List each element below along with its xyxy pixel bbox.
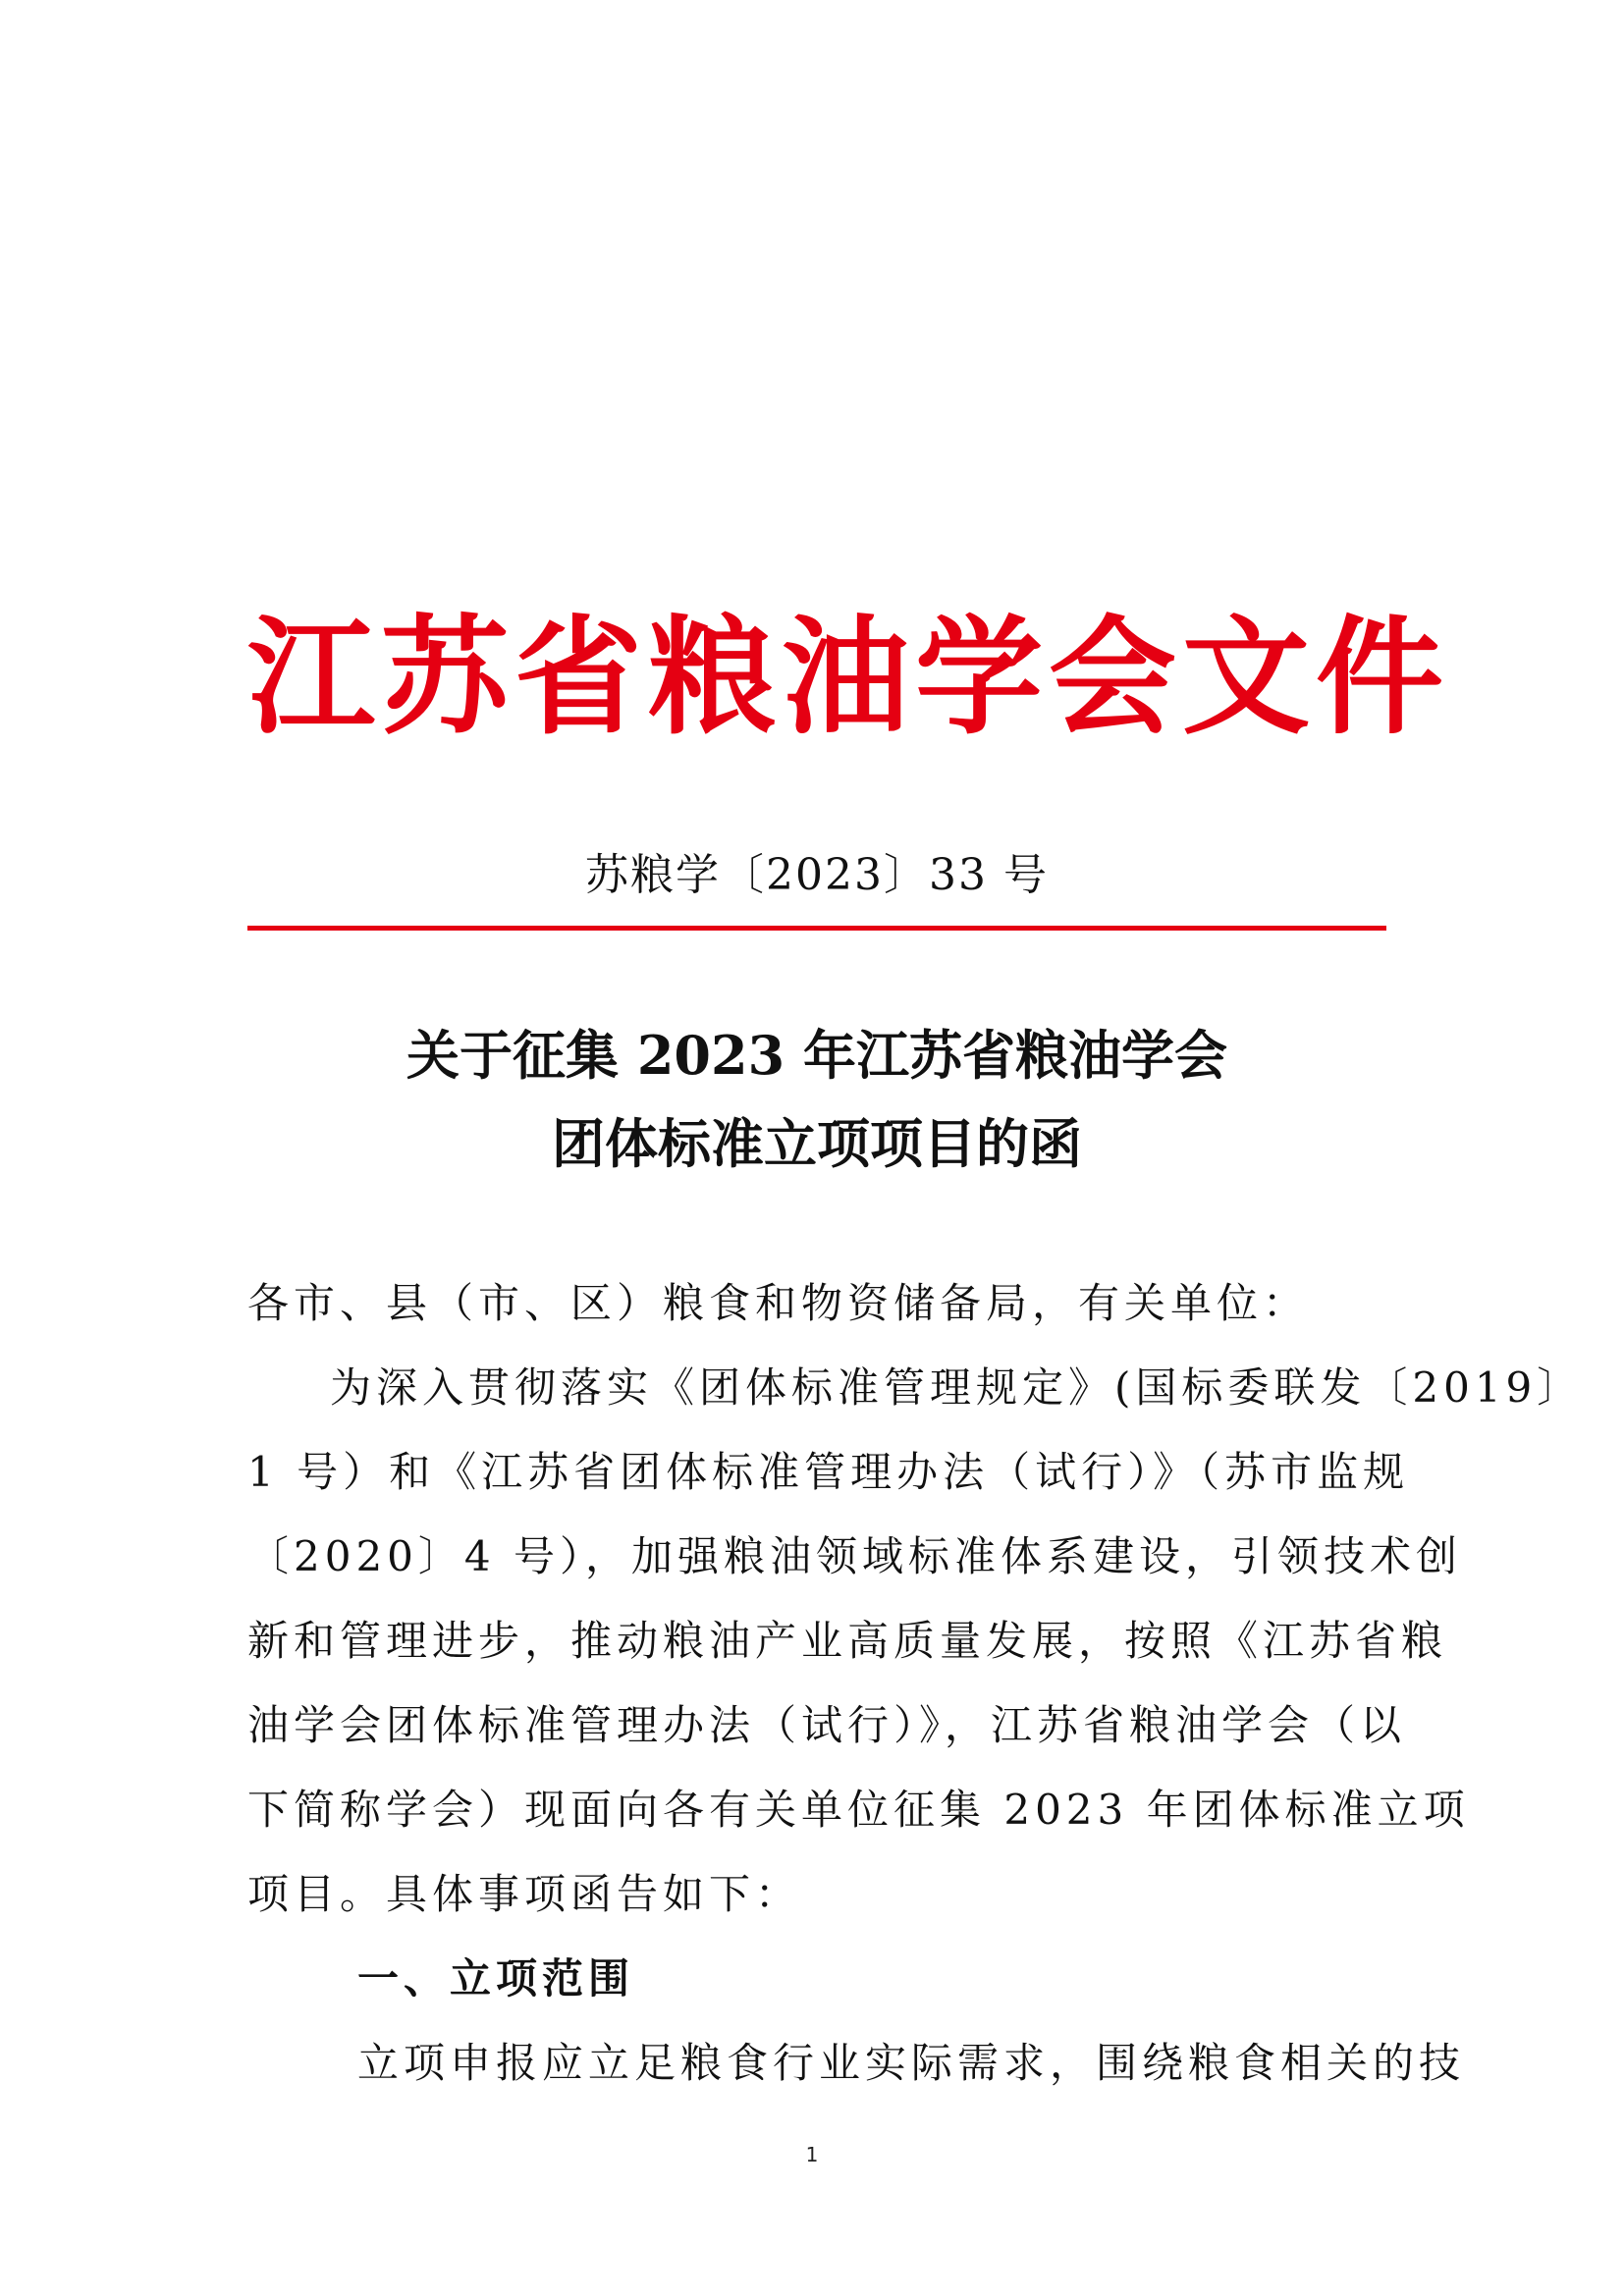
- title-line-1: 关于征集 2023 年江苏省粮油学会: [406, 1024, 1227, 1087]
- masthead-title: 江苏省粮油学会文件: [247, 603, 1450, 752]
- document-body: [247, 1261, 1584, 2106]
- paragraph-line: 为深入贯彻落实《团体标准管理规定》(国标委联发〔2019〕: [330, 1363, 1584, 1412]
- paragraph-line: 1 号）和《江苏省团体标准管理办法（试行）》（苏市监规: [247, 1448, 1410, 1496]
- document-title: [247, 1011, 1386, 1188]
- paragraph-line: 〔2020〕4 号），加强粮油领域标准体系建设，引领技术创: [247, 1532, 1462, 1580]
- paragraph-line: 下简称学会）现面向各有关单位征集 2023 年团体标准立项: [247, 1786, 1470, 1834]
- paragraph-line: 新和管理进步，推动粮油产业高质量发展，按照《江苏省粮: [247, 1617, 1448, 1665]
- red-divider-line: [247, 926, 1386, 931]
- paragraph-line: 项目。具体事项函告如下：: [247, 1870, 802, 1918]
- page-number: 1: [805, 2143, 819, 2166]
- section-heading: 一、立项范围: [357, 1954, 635, 2002]
- document-number: 苏粮学〔2023〕33 号: [585, 850, 1049, 900]
- section-text: 立项申报应立足粮食行业实际需求，围绕粮食相关的技: [357, 2039, 1466, 2087]
- salutation: 各市、县（市、区）粮食和物资储备局，有关单位：: [247, 1279, 1310, 1327]
- title-line-2: 团体标准立项项目的函: [552, 1112, 1082, 1175]
- paragraph-line: 油学会团体标准管理办法（试行）》，江苏省粮油学会（以: [247, 1701, 1407, 1749]
